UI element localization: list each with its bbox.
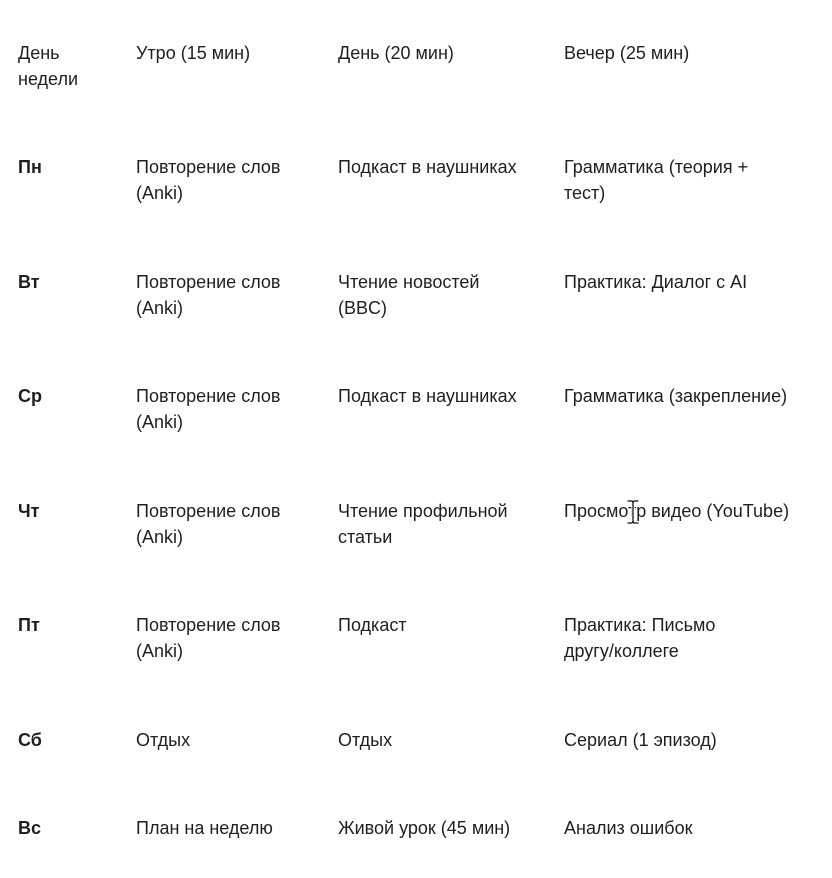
evening-cell: Грамматика (закрепление) bbox=[564, 386, 788, 406]
afternoon-cell: Подкаст bbox=[338, 615, 407, 635]
day-cell: Пт bbox=[18, 615, 40, 635]
day-cell: Сб bbox=[18, 730, 42, 750]
day-cell: Пн bbox=[18, 157, 42, 177]
morning-cell: Повторение слов (Anki) bbox=[136, 501, 281, 547]
day-cell: Чт bbox=[18, 501, 40, 521]
morning-cell: Повторение слов (Anki) bbox=[136, 386, 281, 432]
header-evening: Вечер (25 мин) bbox=[564, 43, 690, 63]
evening-cell: Практика: Письмо другу/коллеге bbox=[564, 615, 716, 661]
afternoon-cell: Отдых bbox=[338, 730, 393, 750]
header-afternoon: День (20 мин) bbox=[338, 43, 454, 63]
header-morning: Утро (15 мин) bbox=[136, 43, 251, 63]
morning-cell: Отдых bbox=[136, 730, 191, 750]
evening-cell: Практика: Диалог с AI bbox=[564, 272, 748, 292]
afternoon-cell: Чтение новостей (BBC) bbox=[338, 272, 480, 318]
afternoon-cell: Живой урок (45 мин) bbox=[338, 818, 511, 838]
day-cell: Вт bbox=[18, 272, 40, 292]
evening-cell: Просмотр видео (YouTube) bbox=[564, 501, 790, 521]
day-cell: Вс bbox=[18, 818, 42, 838]
morning-cell: Повторение слов (Anki) bbox=[136, 272, 281, 318]
evening-cell: Анализ ошибок bbox=[564, 818, 693, 838]
afternoon-cell: Подкаст в наушниках bbox=[338, 157, 517, 177]
header-day-of-week: День недели bbox=[18, 43, 79, 89]
afternoon-cell: Чтение профильной статьи bbox=[338, 501, 508, 547]
morning-cell: Повторение слов (Anki) bbox=[136, 157, 281, 203]
morning-cell: План на неделю bbox=[136, 818, 273, 838]
afternoon-cell: Подкаст в наушниках bbox=[338, 386, 517, 406]
evening-cell: Сериал (1 эпизод) bbox=[564, 730, 717, 750]
day-cell: Ср bbox=[18, 386, 42, 406]
morning-cell: Повторение слов (Anki) bbox=[136, 615, 281, 661]
evening-cell: Грамматика (теория + тест) bbox=[564, 157, 749, 203]
